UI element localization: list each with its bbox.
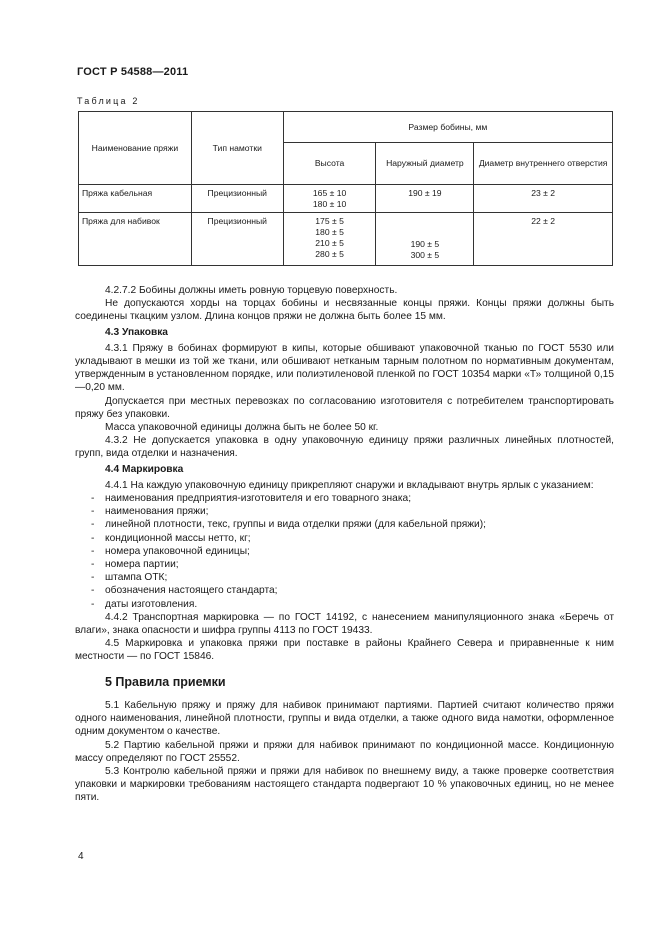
height-value: 175 ± 5 [315,216,344,226]
page-number: 4 [78,851,84,862]
list-item: - кондиционной массы нетто, кг; [91,532,614,545]
paragraph: 4.5 Маркировка и упаковка пряжи при поставке в районы Крайнего Севера и приравненные к ним местности — по ГОСТ 15846. [75,638,614,663]
cell-yarn-name: Пряжа кабельная [79,185,192,213]
list-item: - наименования пряжи; [91,505,614,518]
cell-inner-diameter: 22 ± 2 [474,213,613,266]
height-value: 210 ± 5 [315,238,344,248]
cell-inner-diameter: 23 ± 2 [474,185,613,213]
subsection-heading: 4.4 Маркировка [105,463,184,475]
cell-outer-diameter [376,185,474,213]
list-item: - номера партии; [91,558,614,571]
table-caption: Таблица 2 [77,96,140,106]
height-value: 280 ± 5 [315,249,344,259]
header-outer-diameter: Наружный диаметр [376,143,474,185]
header-inner-diameter: Диаметр внутреннего отверстия [474,143,613,185]
list-item: - обозначения настоящего стандарта; [91,584,614,597]
list-item: - номера упаковочной единицы; [91,545,614,558]
outer-diameter-value: 190 ± 19 [408,188,442,198]
paragraph: 4.3.1 Пряжу в бобинах формируют в кипы, которые обшивают упаковочной тканью по ГОСТ 5530 или укладывают в мешки из той же ткани, или обшивают нетканым тарным полотном по нормативным документам, утвержденным в установленном порядке, или полиэтиленовой пленкой по ГОСТ 10354 марки «Т» толщиной 0,15—0,20 мм. [75,342,614,394]
paragraph: Масса упаковочной единицы должна быть не более 50 кг. [105,422,379,434]
paragraph: 4.4.2 Транспортная маркировка — по ГОСТ 14192, с нанесением манипуляционного знака «Беречь от влаги», знака опасности и шифра группы 4113 по ГОСТ 19433. [75,611,614,637]
paragraph: 4.4.1 На каждую упаковочную единицу прикрепляют снаружи и вкладывают внутрь ярлык с указанием: [105,479,594,491]
cell-winding: Прецизионный [191,213,283,266]
list-item: - линейной плотности, текс, группы и вида отделки пряжи (для кабельной пряжи); [91,518,614,531]
body-text [75,284,614,805]
header-bobbin-size: Размер бобины, мм [283,112,612,143]
header-height: Высота [283,143,376,185]
header-winding-type: Тип намотки [191,112,283,185]
paragraph: Допускается при местных перевозках по согласованию изготовителя с потребителем транспортировать пряжу без упаковки. [75,395,614,420]
cell-yarn-name: Пряжа для набивок [79,213,192,266]
cell-heights [283,185,376,213]
paragraph: 5.2 Партию кабельной пряжи и пряжи для набивок принимают по кондиционной массе. Кондиционную массу определяют по ГОСТ 25552. [75,739,614,764]
cell-heights [283,213,376,266]
subsection-heading: 4.3 Упаковка [105,326,168,338]
section-heading: 5 Правила приемки [105,674,226,689]
height-value: 180 ± 5 [315,227,344,237]
list-item: - штампа ОТК; [91,571,614,584]
paragraph: 5.1 Кабельную пряжу и пряжу для набивок принимают партиями. Партией считают количество пряжи одного наименования, линейной плотности, группы и вида отделки, а также одного вида намотки, оформленное одним документом о качестве. [75,699,614,738]
height-value: 165 ± 10 [312,188,347,198]
paragraph: Не допускаются хорды на торцах бобины и несвязанные концы пряжи. Концы пряжи должны быть соединены ткацким узлом. Длина концов пряжи не должна быть более 15 мм. [75,298,614,323]
cell-outer-diameter [376,213,474,266]
height-value: 180 ± 10 [312,199,347,209]
document-header: ГОСТ Р 54588—2011 [77,66,189,78]
table-row [79,185,613,213]
list-item: - наименования предприятия-изготовителя и его товарного знака; [91,492,614,505]
paragraph: 4.3.2 Не допускается упаковка в одну упаковочную единицу пряжи различных линейных плотностей, групп, вида отделки и назначения. [75,435,614,460]
cell-winding: Прецизионный [191,185,283,213]
outer-diameter-value: 300 ± 5 [410,250,440,260]
list-item: - даты изготовления. [91,598,614,611]
table-row [79,213,613,266]
outer-diameter-value: 190 ± 5 [410,239,440,249]
paragraph: 5.3 Контролю кабельной пряжи и пряжи для набивок по внешнему виду, а также проверке соответствия упаковки и маркировки требованиям настоящего стандарта подвергают 10 % упаковочных единиц, но не менее пяти. [75,765,614,804]
paragraph: 4.2.7.2 Бобины должны иметь ровную торцевую поверхность. [105,285,398,296]
bobbin-size-table [78,111,613,266]
header-yarn-name: Наименование пряжи [79,112,192,185]
